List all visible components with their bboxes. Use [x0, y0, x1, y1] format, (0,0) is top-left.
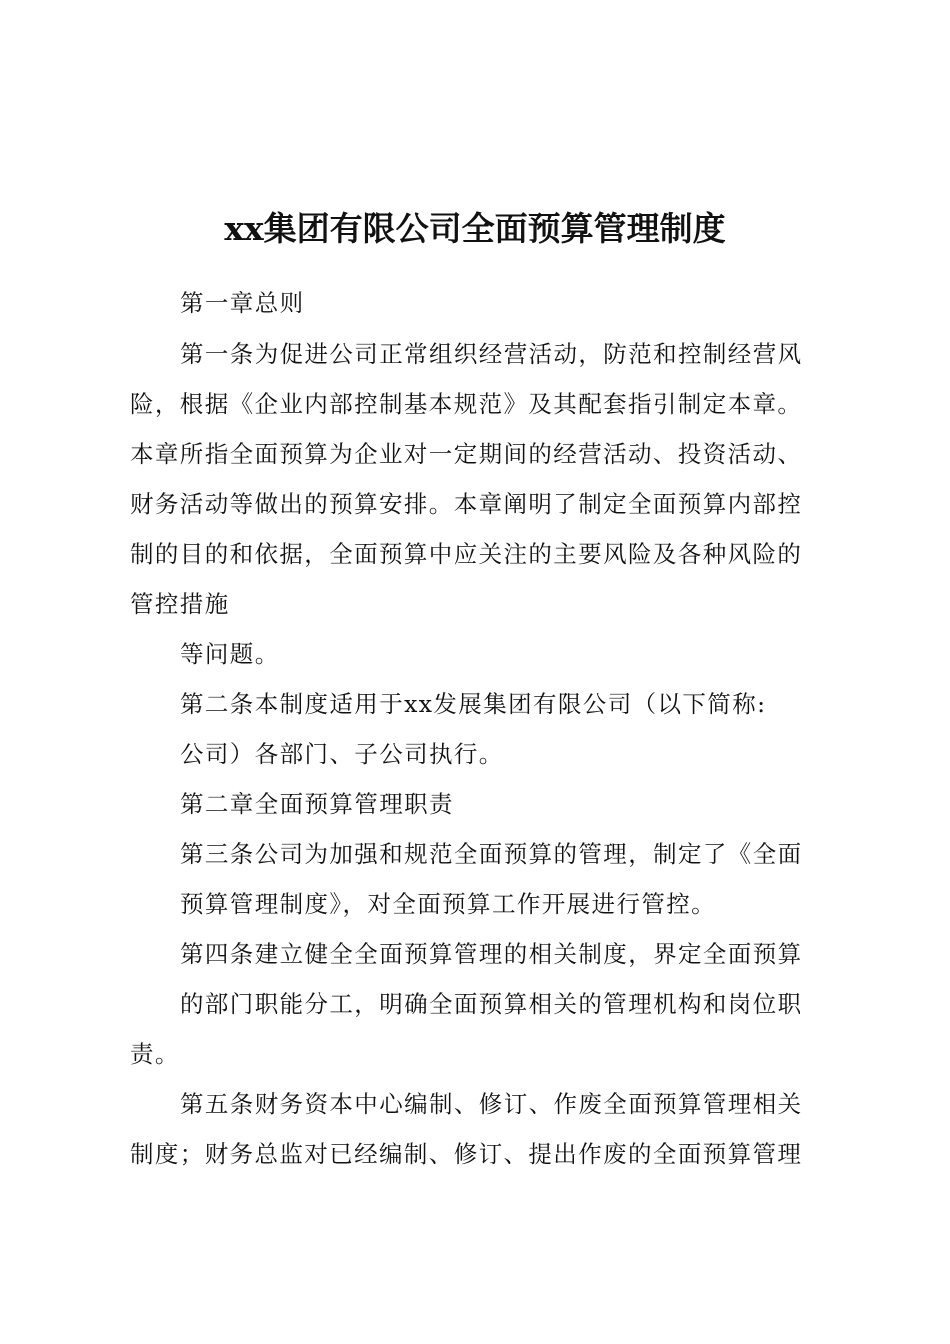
paragraph-line: 制的目的和依据，全面预算中应关注的主要风险及各种风险的 [130, 540, 803, 568]
paragraph-line: 险，根据《企业内部控制基本规范》及其配套指引制定本章。 [130, 390, 803, 418]
paragraph-line: 制度；财务总监对已经编制、修订、提出作废的全面预算管理 [130, 1140, 803, 1168]
paragraph-line: 第二条本制度适用于xx发展集团有限公司（以下简称: [180, 690, 767, 718]
paragraph-line: 公司）各部门、子公司执行。 [180, 740, 504, 768]
paragraph-line: 第五条财务资本中心编制、修订、作废全面预算管理相关 [180, 1090, 803, 1118]
paragraph-line: 的部门职能分工，明确全面预算相关的管理机构和岗位职 [180, 990, 803, 1018]
paragraph-line: 第四条建立健全全面预算管理的相关制度，界定全面预算 [180, 940, 803, 968]
paragraph-line: 责。 [130, 1040, 180, 1068]
chapter-2-heading: 第二章全面预算管理职责 [180, 790, 454, 818]
paragraph-line: 等问题。 [180, 640, 280, 668]
paragraph-line: 本章所指全面预算为企业对一定期间的经营活动、投资活动、 [130, 440, 803, 468]
paragraph-line: 财务活动等做出的预算安排。本章阐明了制定全面预算内部控 [130, 490, 803, 518]
paragraph-line: 预算管理制度》，对全面预算工作开展进行管控。 [180, 890, 717, 918]
paragraph-line: 第三条公司为加强和规范全面预算的管理，制定了《全面 [180, 840, 803, 868]
chapter-1-heading: 第一章总则 [180, 289, 305, 317]
document-title: xx集团有限公司全面预算管理制度 [224, 209, 726, 248]
paragraph-line: 第一条为促进公司正常组织经营活动，防范和控制经营风 [180, 340, 803, 368]
paragraph-line: 管控措施 [130, 590, 230, 618]
